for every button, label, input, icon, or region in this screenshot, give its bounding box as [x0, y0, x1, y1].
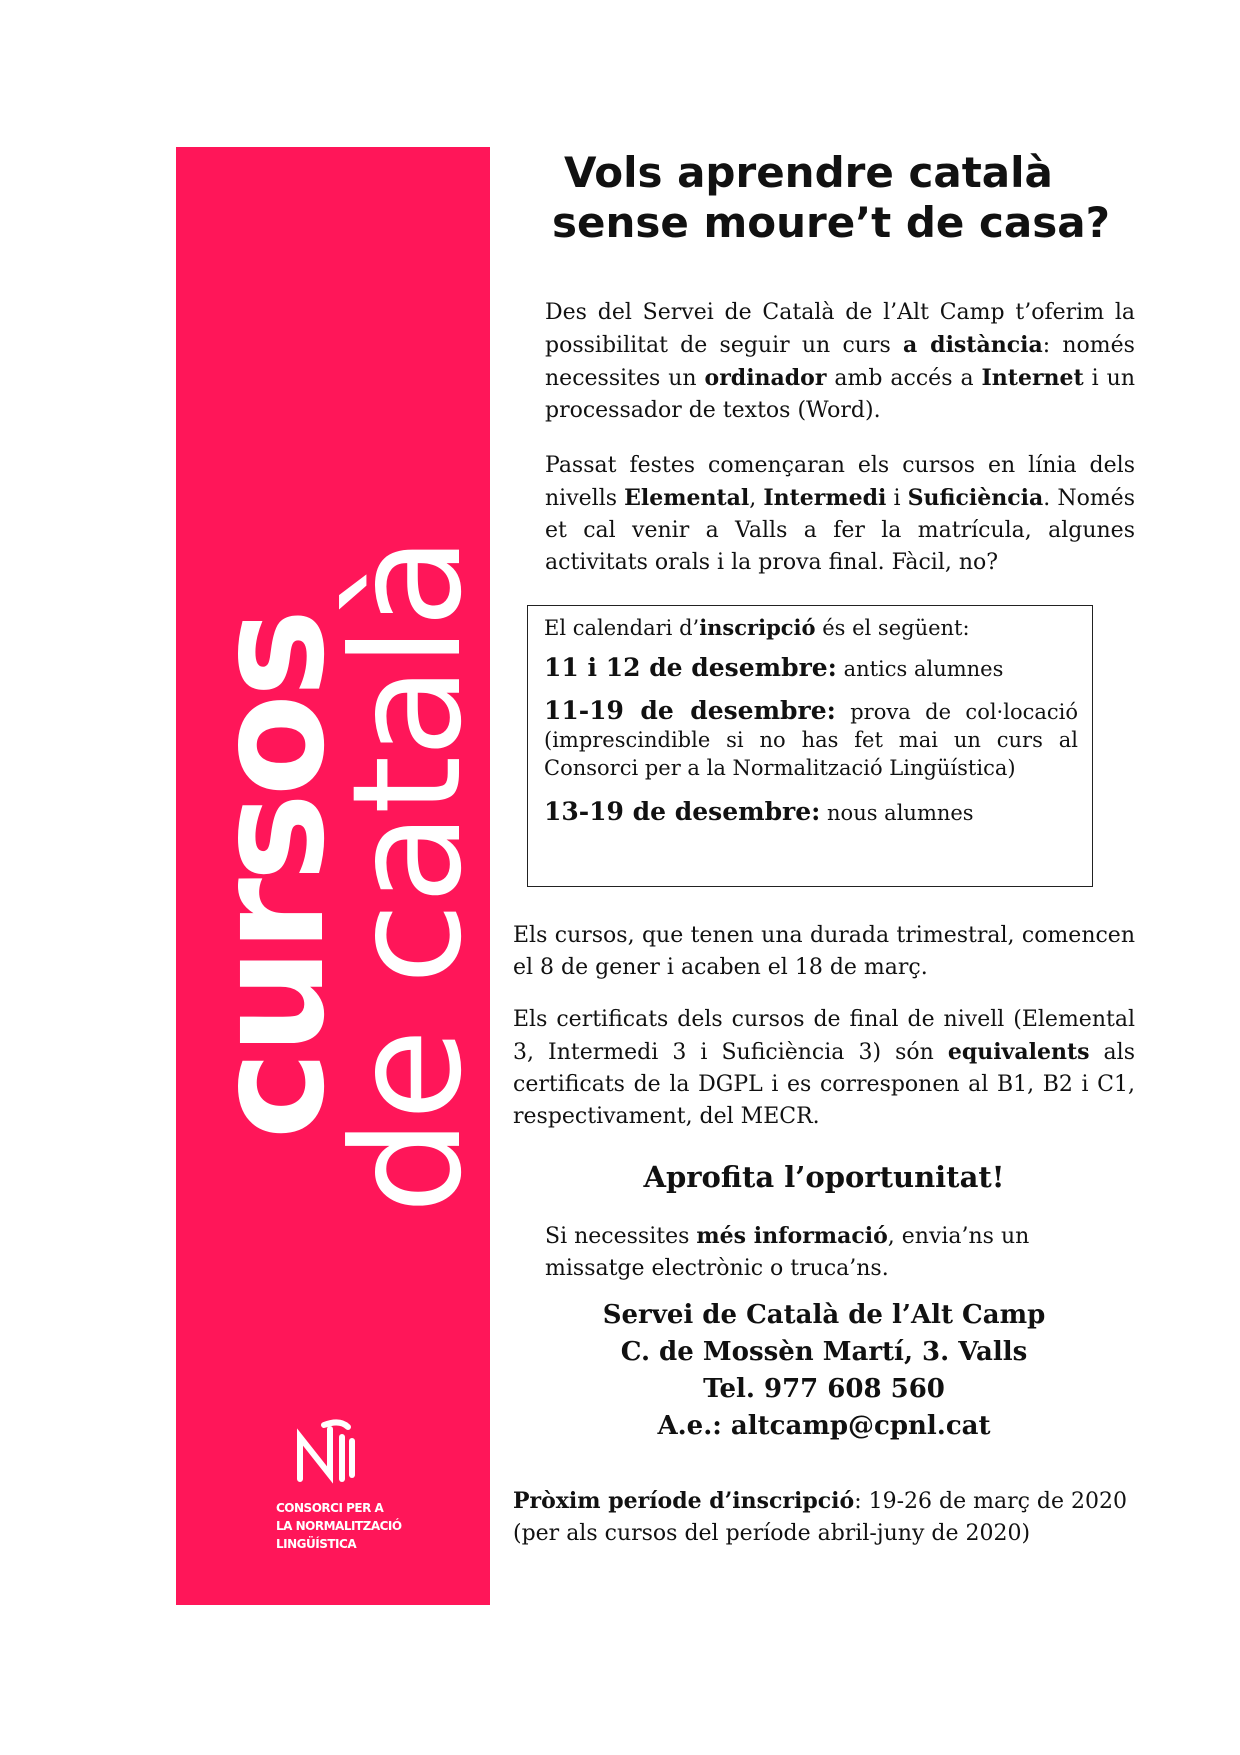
calendar-box — [527, 605, 1093, 887]
calendar-text: prova de col·locació (imprescindible si no has fet mai un curs al Consorci per a la Normalització Lingüística) — [544, 700, 1078, 780]
text: El calendari d’ — [544, 616, 700, 640]
calendar-date: 11 i 12 de desembre: — [544, 653, 837, 682]
text: i — [886, 486, 908, 511]
calendar-text: nous alumnes — [820, 801, 974, 825]
banner-word-de-catala: de català — [321, 538, 495, 1214]
text: Des del Servei de Català de l’Alt Camp t’oferim la possibilitat de seguir un curs — [545, 300, 1135, 358]
calendar-item — [544, 697, 1078, 782]
banner-word-cursos: cursos — [184, 612, 358, 1140]
calendar-text: antics alumnes — [836, 657, 1004, 681]
contact-email: A.e.: altcamp@cpnl.cat — [657, 1411, 991, 1441]
bold-text: Pròxim període d’inscripció — [513, 1488, 855, 1514]
levels-paragraph — [545, 450, 1135, 579]
text: amb accés a — [826, 366, 982, 391]
info-paragraph — [545, 1220, 1135, 1285]
bold-text: Suficiència — [907, 485, 1044, 511]
text: és el següent: — [815, 616, 970, 640]
text: i un processador de textos (Word). — [545, 366, 1135, 423]
text: Els certificats dels cursos de final de nivell (Elemental 3, Intermedi 3 i Suficiència 3) són — [513, 1007, 1135, 1065]
logo-line: LINGÜÍSTICA — [276, 1537, 357, 1551]
contact-name: Servei de Català de l’Alt Camp — [602, 1300, 1046, 1330]
bold-text: a distància — [903, 332, 1043, 358]
next-period-paragraph — [513, 1485, 1135, 1550]
bold-text: Internet — [981, 365, 1084, 391]
text: : només necessites un — [545, 333, 1135, 391]
logo-line: CONSORCI PER A — [276, 1501, 384, 1515]
contact-address: C. de Mossèn Martí, 3. Valls — [620, 1337, 1028, 1367]
text: . Només et cal venir a Valls a fer la matrícula, algunes activitats orals i la prova final. Fàcil, no? — [545, 486, 1135, 575]
cpnl-logo — [276, 1417, 406, 1553]
intro-paragraph — [545, 297, 1135, 427]
text: als certificats de la DGPL i es corresponen al B1, B2 i C1, respectivament, del MECR. — [513, 1040, 1135, 1129]
text: Passat festes començaran els cursos en línia dels nivells — [545, 453, 1135, 511]
certificates-paragraph — [513, 1004, 1135, 1133]
title-line-2: sense moure’t de casa? — [552, 198, 1110, 247]
bold-text: ordinador — [704, 365, 827, 391]
calendar-item — [544, 798, 1078, 827]
logo-line: LA NORMALITZACIÓ — [276, 1519, 402, 1533]
bold-text: inscripció — [699, 615, 816, 640]
bold-text: més informació — [696, 1223, 888, 1249]
bold-text: equivalents — [947, 1039, 1090, 1065]
contact-block — [513, 1297, 1135, 1445]
bold-text: Elemental — [624, 485, 750, 511]
text: , — [749, 486, 764, 511]
cpnl-logo-text — [276, 1499, 406, 1553]
bold-text: Intermedi — [763, 485, 887, 511]
text: , envia’ns un missatge electrònic o truca’ns. — [545, 1224, 1030, 1281]
text: : 19-26 de març de 2020 (per als cursos del període abril-juny de 2020) — [513, 1489, 1128, 1546]
duration-paragraph: Els cursos, que tenen una durada trimestral, comencen el 8 de gener i acaben el 18 de març. — [513, 923, 1135, 980]
page-title — [540, 148, 1160, 248]
calendar-intro — [544, 614, 1078, 642]
text: Si necessites — [545, 1224, 697, 1249]
calendar-date: 11-19 de desembre: — [544, 696, 836, 725]
calendar-date: 13-19 de desembre: — [544, 797, 821, 826]
calendar-item — [544, 654, 1078, 683]
title-line-1: Vols aprendre català — [564, 148, 1053, 197]
side-banner — [176, 147, 495, 1605]
cpnl-logo-icon — [290, 1417, 380, 1487]
headline: Aprofita l’oportunitat! — [643, 1160, 1005, 1194]
banner-title — [176, 147, 495, 1605]
contact-phone: Tel. 977 608 560 — [703, 1374, 945, 1404]
